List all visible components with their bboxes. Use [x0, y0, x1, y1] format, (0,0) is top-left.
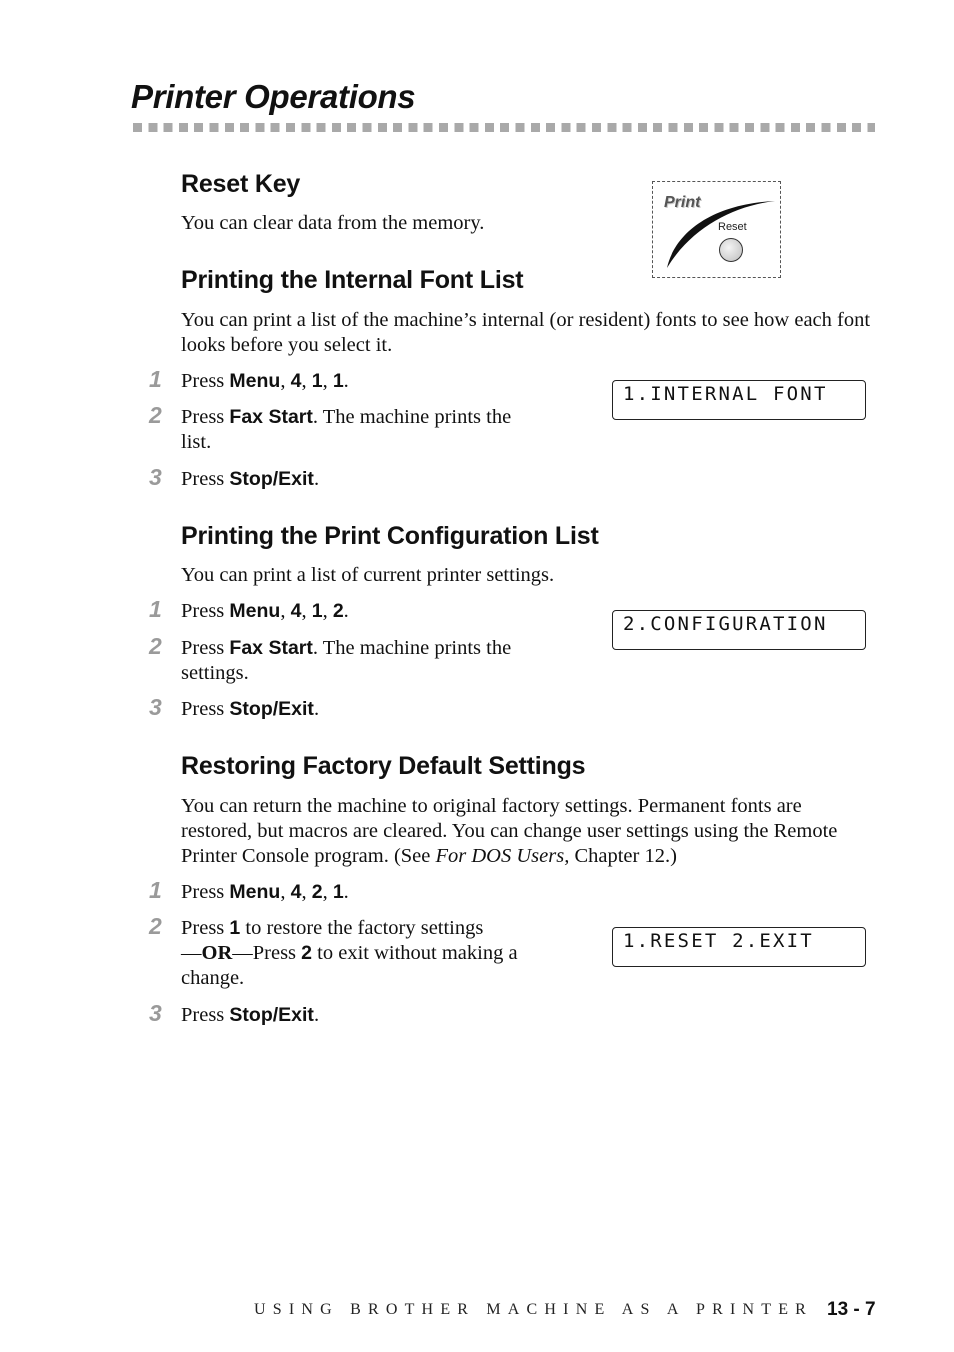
page-title: Printer Operations	[131, 78, 416, 115]
font-list-intro: You can print a list of the machine’s internal (or resident) fonts to see how each font looks before you select it.	[181, 309, 871, 356]
config-list-intro: You can print a list of current printer settings.	[181, 564, 555, 586]
step-text: Press 1 to restore the factory settings —OR—Press 2 to exit without making a change.	[181, 917, 518, 989]
section-heading-reset-key: Reset Key	[181, 170, 301, 198]
reset-key-illustration	[652, 181, 781, 278]
step-number: 3	[149, 694, 162, 720]
step-number: 2	[149, 402, 162, 428]
step-text: Press Menu, 4, 1, 2.	[181, 600, 349, 622]
step-number: 2	[149, 633, 162, 659]
step-text: Press Stop/Exit.	[181, 1004, 320, 1026]
step-text: Press Stop/Exit.	[181, 698, 320, 720]
page-number: 13 - 7	[827, 1299, 876, 1320]
footer-chapter-title: USING BROTHER MACHINE AS A PRINTER	[254, 1301, 814, 1318]
step-number: 1	[149, 366, 162, 392]
factory-default-intro: You can return the machine to original factory settings. Permanent fonts are restored, but macros are cleared. You can change user settings using the Remote Printer Console program. (See For DOS Users, Chapter 12.)	[181, 795, 838, 867]
step-text: Press Menu, 4, 1, 1.	[181, 370, 349, 392]
step-number: 1	[149, 877, 162, 903]
step-number: 1	[149, 596, 162, 622]
step-number: 3	[149, 1000, 162, 1026]
section-heading-config-list: Printing the Print Configuration List	[181, 522, 599, 550]
step-text: Press Fax Start. The machine prints the list.	[181, 406, 512, 453]
reset-label: Reset	[718, 221, 747, 233]
lcd-display-reset-exit: 1.RESET 2.EXIT	[612, 927, 866, 967]
lcd-display-configuration: 2.CONFIGURATION	[612, 610, 866, 650]
section-heading-font-list: Printing the Internal Font List	[181, 266, 524, 294]
step-text: Press Stop/Exit.	[181, 468, 320, 490]
lcd-display-internal-font: 1.INTERNAL FONT	[612, 380, 866, 420]
title-divider	[133, 123, 875, 132]
print-label: Print	[664, 194, 701, 211]
reset-button-icon	[719, 238, 743, 262]
step-text: Press Menu, 4, 2, 1.	[181, 881, 349, 903]
section-heading-factory-default: Restoring Factory Default Settings	[181, 752, 586, 780]
step-number: 2	[149, 913, 162, 939]
step-text: Press Fax Start. The machine prints the settings.	[181, 637, 512, 684]
reset-key-description: You can clear data from the memory.	[181, 212, 485, 234]
step-number: 3	[149, 464, 162, 490]
